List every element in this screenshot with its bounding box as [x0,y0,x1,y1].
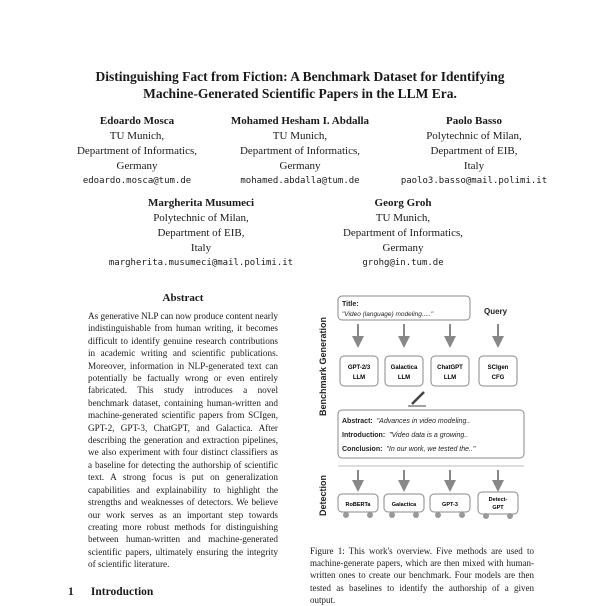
model-box-chatgpt [431,356,469,386]
author-country: Germany [382,242,424,254]
author-department: Department of EIB, [157,227,245,239]
author-email[interactable]: grohg@in.tum.de [362,258,444,268]
author-block [380,114,568,189]
author-country: Germany [279,160,321,172]
side-label-generation: Benchmark Generation [318,316,328,416]
author-name: Edoardo Mosca [99,115,175,127]
pen-icon [408,392,426,406]
abstract-line [342,418,470,425]
model-box-galactica [385,356,423,386]
author-affiliation: Polytechnic of Milan, [153,212,249,224]
abstract-value: "Advances in video modeling.. [376,418,471,425]
intro-label: Introduction: [342,432,386,439]
paper-title-line-1: Distinguishing Fact from Fiction: A Benchmark Dataset for Identifying [95,69,505,84]
author-block [212,114,388,189]
conclusion-label: Conclusion: [342,446,383,453]
model-label: LLM [397,375,411,381]
abstract-label: Abstract: [342,418,373,425]
conclusion-line [342,446,476,453]
detector-label: GPT-3 [442,502,458,508]
paper-title [40,68,560,102]
author-department: Department of Informatics, [239,145,361,157]
author-email[interactable]: mohamed.abdalla@tum.de [240,176,360,186]
author-block [62,114,212,189]
detector-label: RoBERTa [345,502,371,508]
title-label: Title: [342,301,359,308]
model-label: SCIgen [487,365,509,371]
side-label-detection: Detection [318,474,328,516]
author-email[interactable]: edoardo.mosca@tum.de [82,176,192,186]
author-name: Paolo Basso [446,115,502,127]
author-affiliation: TU Munich, [272,130,328,142]
abstract-body: As generative NLP can now produce content nearly indistinguishable from human writing, it becomes difficult to identify genuine research contributions in academic writing and scientific publications. Moreover, information in NLP-generated text can potentially be factually wrong or even entirely fabricated. This study introduces a novel benchmark dataset, containing human-written and machine-generated scientific papers from SCIgen, GPT-2, GPT-3, ChatGPT, and Galactica. After describing the generation and extraction pipelines, we also experiment with four distinct classifiers as a baseline for detecting the authorship of scientific text. A strong focus is put on generalization capabilities and explainability to highlight the strengths and weaknesses of detectors. We believe our work serves as an important step towards creating more robust methods for distinguishing between human-written and machine-generated scientific papers, ultimately ensuring the integrity of scientific literature. [88,311,278,570]
author-country: Italy [190,242,212,254]
author-affiliation: TU Munich, [109,130,165,142]
author-block [318,196,488,271]
overview-figure [308,286,536,522]
author-country: Germany [116,160,158,172]
model-label: LLM [352,375,366,381]
model-label: CFG [491,375,505,381]
paper-title-line-2: Machine-Generated Scientific Papers in the LLM Era. [143,86,457,101]
query-label: Query [484,307,508,316]
model-box-scigen [479,356,517,386]
model-label: Galactica [390,365,418,371]
detector-label: GPT [492,505,504,511]
detector-label: Galactica [391,502,417,508]
section-title: Introduction [90,586,154,598]
intro-value: "Video data is a growing.. [389,432,469,439]
model-label: ChatGPT [437,365,463,371]
author-department: Department of Informatics, [76,145,198,157]
author-country: Italy [463,160,485,172]
figure-caption: Figure 1: This work's overview. Five methods are used to machine-generate papers, which are then mixed with human-written ones to create our benchmark. Four models are then tested as baselines to identify the authorship of a given output. [310,546,534,605]
author-department: Department of EIB, [430,145,518,157]
author-email[interactable]: paolo3.basso@mail.polimi.it [400,176,548,186]
abstract-heading: Abstract [162,292,204,304]
section-heading [68,586,153,598]
model-label: GPT-2/3 [347,365,371,371]
conclusion-value: "In our work, we tested the.." [386,446,476,453]
author-name: Margherita Musumeci [148,197,254,209]
title-text: "Video (language) modeling....." [342,311,434,318]
author-department: Department of Informatics, [342,227,464,239]
author-affiliation: Polytechnic of Milan, [426,130,522,142]
detector-label: Detect- [488,497,508,503]
intro-line [342,432,468,439]
section-number: 1 [68,586,74,598]
author-email[interactable]: margherita.musumeci@mail.polimi.it [108,258,294,268]
author-name: Mohamed Hesham I. Abdalla [230,115,370,127]
author-affiliation: TU Munich, [375,212,431,224]
model-label: LLM [443,375,457,381]
model-box-gpt [340,356,378,386]
author-block [96,196,306,271]
author-name: Georg Groh [374,197,432,209]
